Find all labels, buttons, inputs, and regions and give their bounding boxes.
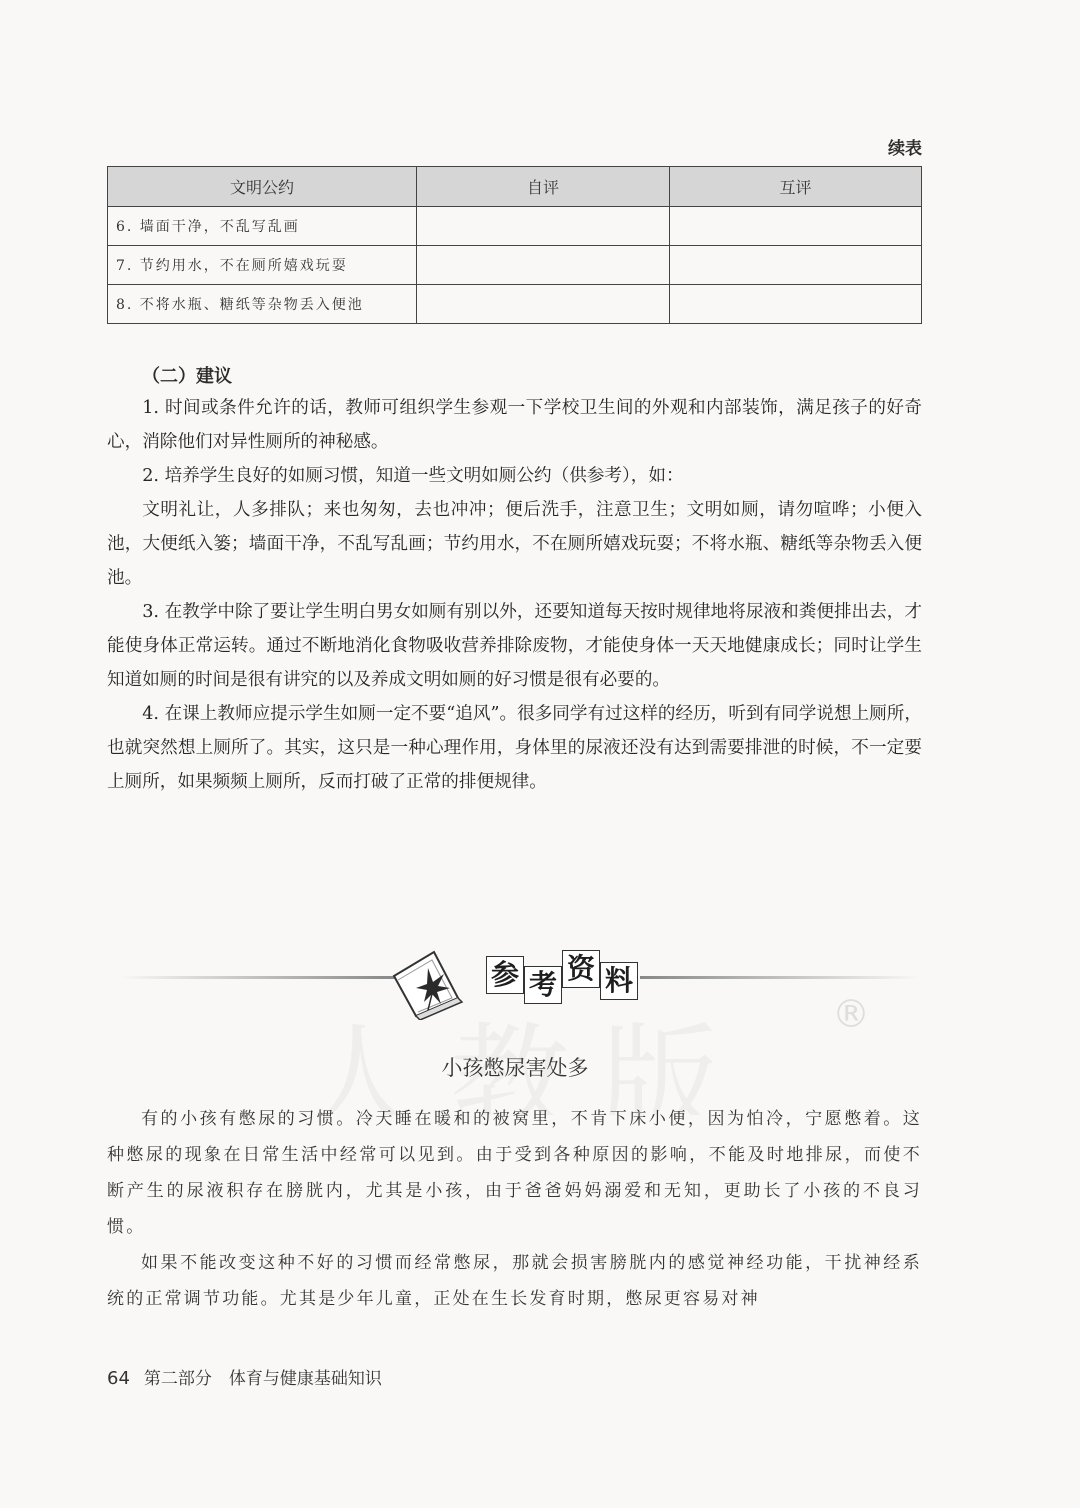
reference-title: 小孩憋尿害处多 (441, 1056, 589, 1080)
table-row (108, 246, 922, 285)
column-header-self-eval: 自评 (417, 167, 670, 207)
paragraph: 1. 时间或条件允许的话，教师可组织学生参观一下学校卫生间的外观和内部装饰，满足孩子的好奇心，消除他们对异性厕所的神秘感。 (107, 398, 922, 452)
convention-cell: 8. 不将水瓶、糖纸等杂物丢入便池 (108, 285, 417, 324)
table-header-row (108, 167, 922, 207)
section-heading-suggestions: （二）建议 (142, 366, 232, 387)
peer-eval-cell (670, 285, 922, 324)
column-header-peer-eval: 互评 (670, 167, 922, 207)
table-row (108, 207, 922, 246)
book-leaf-icon (388, 948, 478, 1020)
banner-char: 资 (562, 950, 600, 988)
page-footer (107, 1364, 382, 1389)
banner-rule-right (640, 976, 920, 979)
suggestions-body (107, 391, 922, 799)
self-eval-cell (417, 285, 670, 324)
paragraph: 文明礼让，人多排队；来也匆匆，去也冲冲；便后洗手，注意卫生；文明如厕，请勿喧哗；小便入池，大便纸入篓；墙面干净，不乱写乱画；节约用水，不在厕所嬉戏玩耍；不将水瓶、糖纸等杂物丢入便池。 (107, 500, 922, 588)
banner-char: 参 (486, 956, 524, 994)
convention-cell: 6. 墙面干净，不乱写乱画 (108, 207, 417, 246)
paragraph: 3. 在教学中除了要让学生明白男女如厕有别以外，还要知道每天按时规律地将尿液和粪便排出去，才能使身体正常运转。通过不断地消化食物吸收营养排除废物，才能使身体一天天地健康成长；同时让学生知道如厕的时间是很有讲究的以及养成文明如厕的好习惯是很有必要的。 (107, 602, 922, 690)
banner-char: 料 (600, 962, 638, 1000)
self-eval-cell (417, 246, 670, 285)
convention-cell: 7. 节约用水，不在厕所嬉戏玩耍 (108, 246, 417, 285)
paragraph: 如果不能改变这种不好的习惯而经常憋尿，那就会损害膀胱内的感觉神经功能，干扰神经系统的正常调节功能。尤其是少年儿童，正处在生长发育时期，憋尿更容易对神 (107, 1253, 922, 1309)
reference-body (107, 1101, 922, 1317)
paragraph: 4. 在课上教师应提示学生如厕一定不要“追风”。很多同学有过这样的经历，听到有同学说想上厕所，也就突然想上厕所了。其实，这只是一种心理作用，身体里的尿液还没有达到需要排泄的时候，不一定要上厕所，如果频频上厕所，反而打破了正常的排便规律。 (107, 704, 922, 792)
peer-eval-cell (670, 207, 922, 246)
continued-table-label: 续表 (888, 139, 922, 159)
footer-section: 第二部分 体育与健康基础知识 (143, 1369, 382, 1389)
paragraph: 有的小孩有憋尿的习惯。冷天睡在暖和的被窝里，不肯下床小便，因为怕冷，宁愿憋着。这种憋尿的现象在日常生活中经常可以见到。由于受到各种原因的影响，不能及时地排尿，而使不断产生的尿液积存在膀胱内，尤其是小孩，由于爸爸妈妈溺爱和无知，更助长了小孩的不良习惯。 (107, 1109, 922, 1237)
banner-rule-left (120, 976, 395, 979)
self-eval-cell (417, 207, 670, 246)
peer-eval-cell (670, 246, 922, 285)
civility-convention-table (107, 166, 922, 324)
registered-mark: ® (832, 992, 870, 1036)
banner-title (480, 940, 640, 1020)
table-row (108, 285, 922, 324)
page-number: 64 (107, 1368, 130, 1389)
paragraph: 2. 培养学生良好的如厕习惯，知道一些文明如厕公约（供参考），如： (142, 466, 684, 486)
banner-char: 考 (524, 966, 562, 1004)
column-header-convention: 文明公约 (108, 167, 417, 207)
reference-banner (120, 940, 920, 1030)
